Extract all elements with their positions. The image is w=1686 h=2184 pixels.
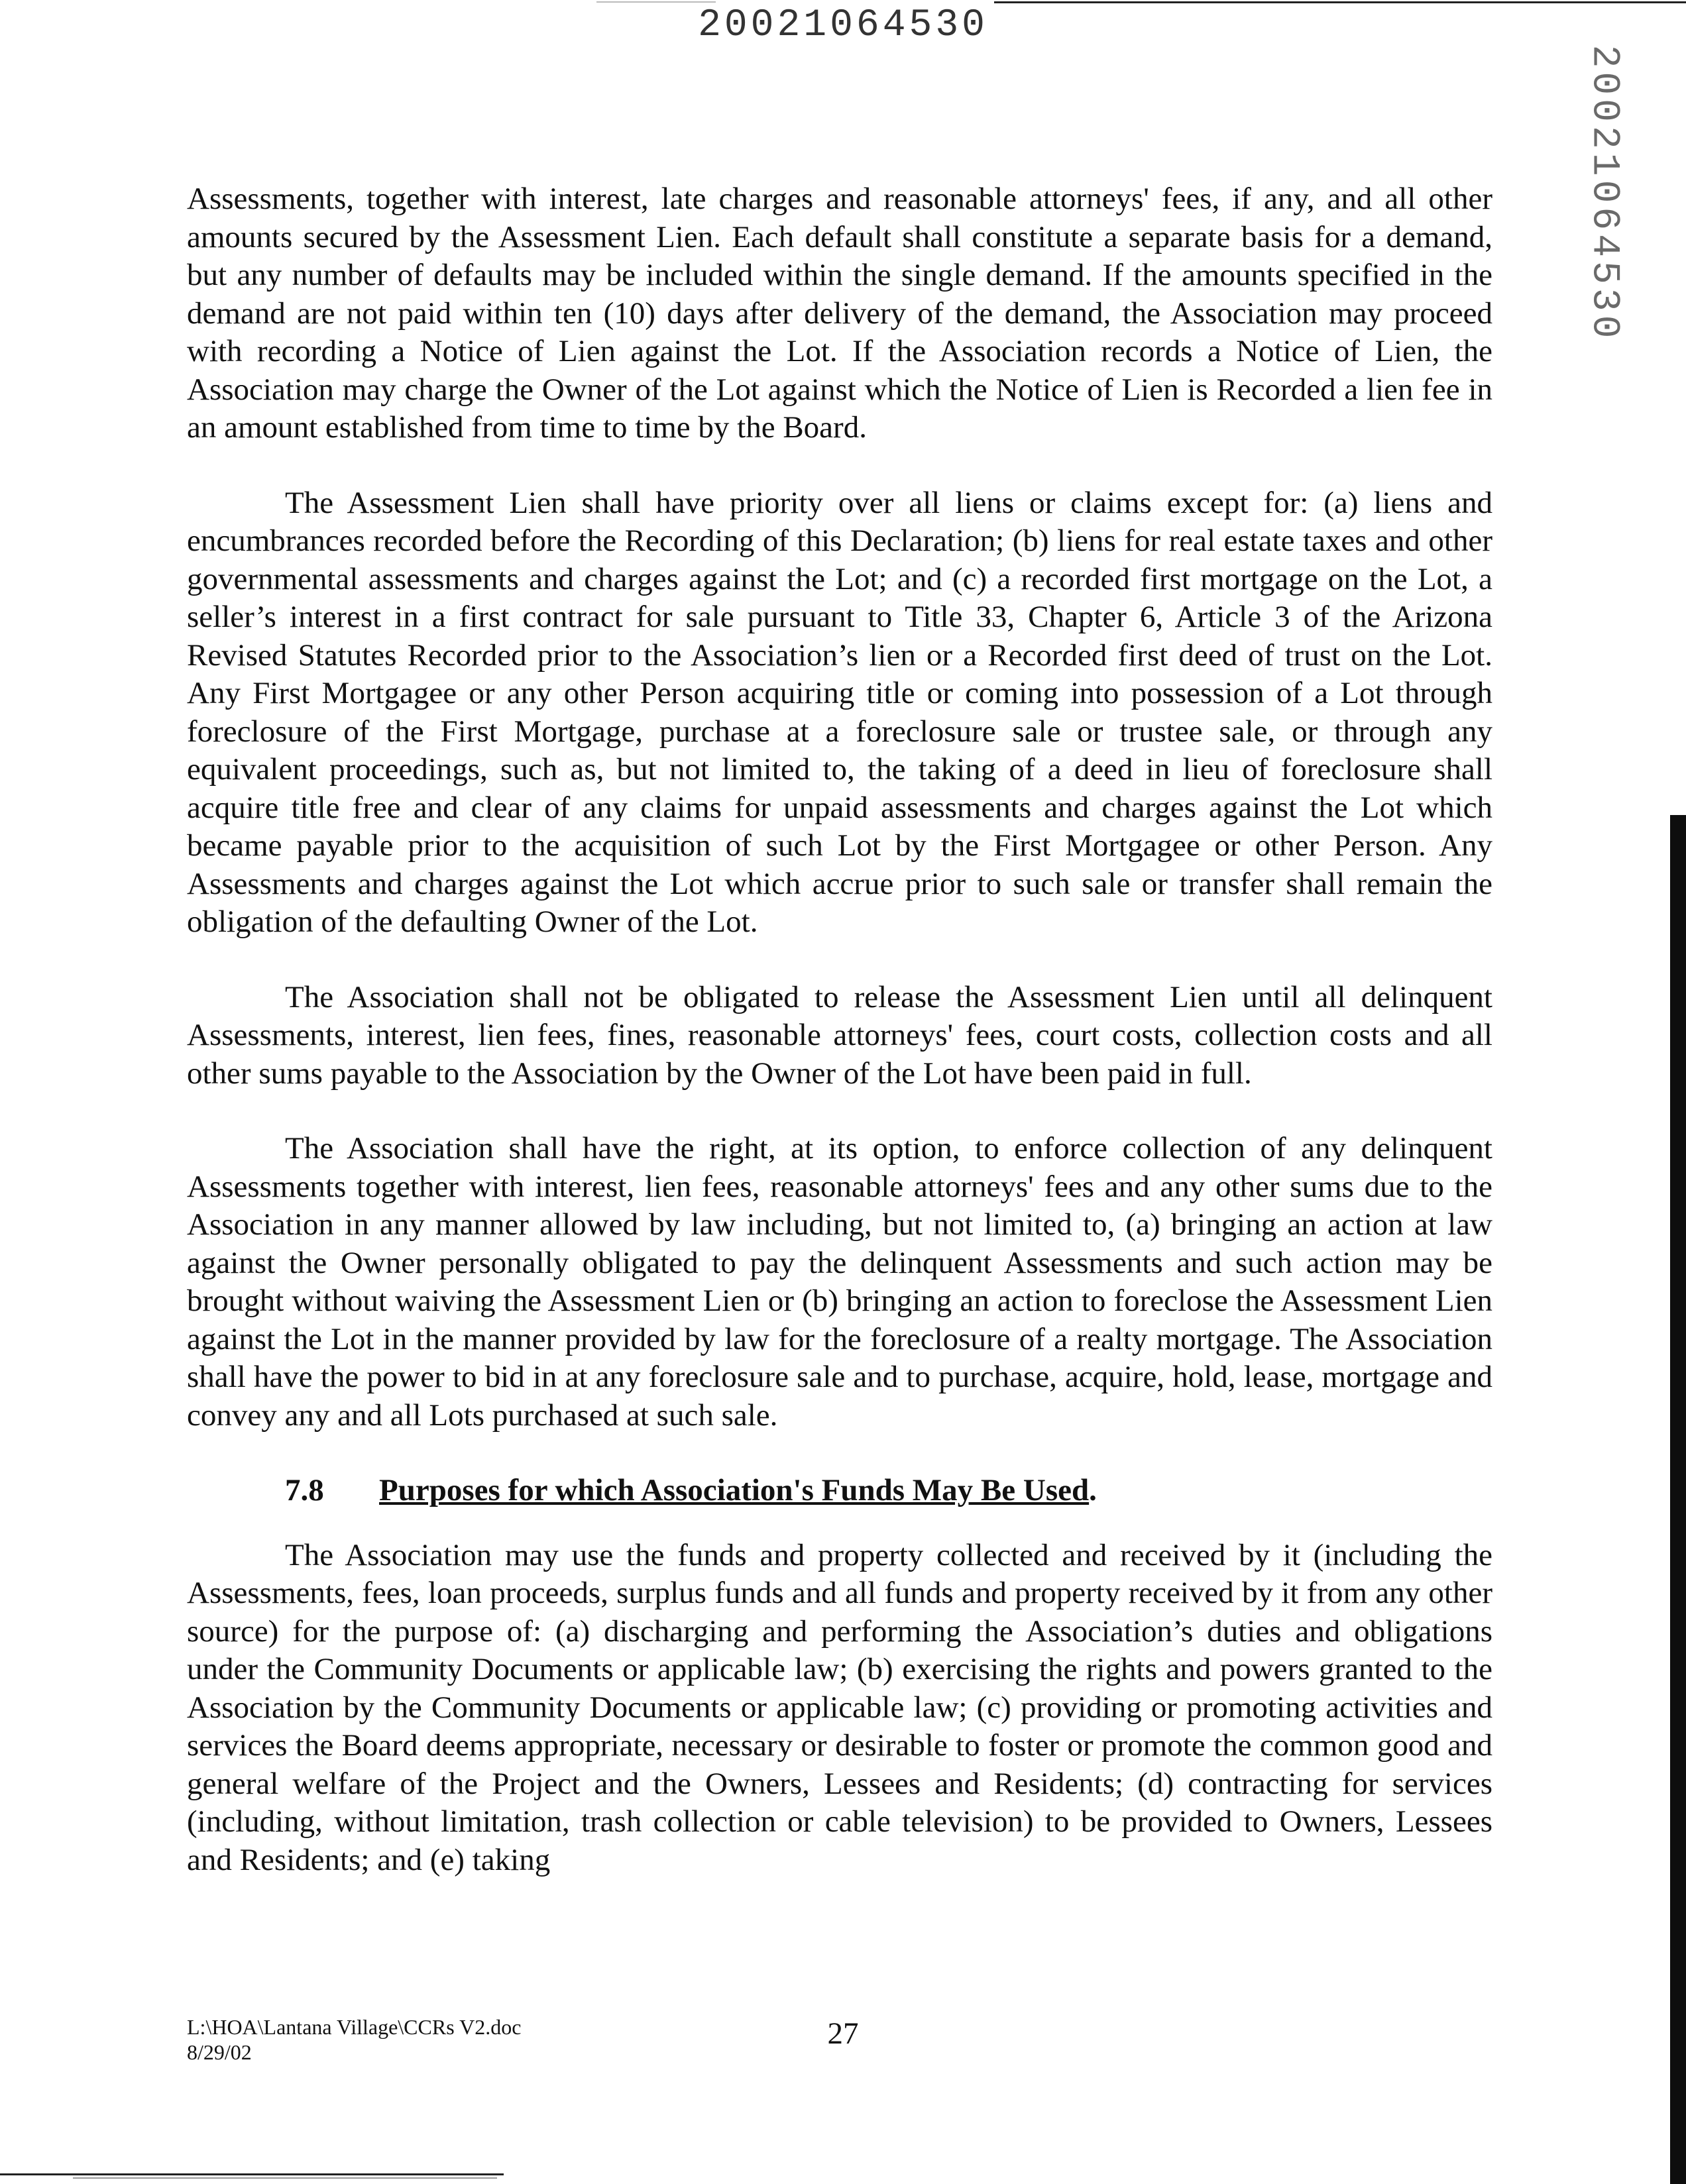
scan-edge-mark — [596, 1, 716, 3]
section-number: 7.8 — [285, 1473, 324, 1507]
paragraph-funds-use: The Association may use the funds and property collected and received by it (including the Assessments, fees, loan proceeds, surplus funds and all funds and property received by it from any other source) for the purpose of: (a) discharging and performing the Association’s duties and obligations under the Community Documents or applicable law; (b) exercising the rights and powers granted to the Association by the Community Documents or applicable law; (c) providing or promoting activities and services the Board deems appropriate, necessary or desirable to foster or promote the common good and general welfare of the Project and the Owners, Lessees and Residents; (d) contracting for services (including, without limitation, trash collection or cable television) to be provided to Owners, Lessees and Residents; and (e) taking — [187, 1537, 1492, 1877]
page-number: 27 — [827, 2016, 859, 2051]
paragraph-continuation: Assessments, together with interest, late charges and reasonable attorneys' fees, if any, and all other amounts secured by the Assessment Lien. Each default shall constitute a separate basis for a demand, but any number of defaults may be included within the single demand. If the amounts specified in the demand are not paid within ten (10) days after delivery of the demand, the Association may proceed with recording a Notice of Lien against the Lot. If the Association records a Notice of Lien, the Association may charge the Owner of the Lot against which the Notice of Lien is Recorded a lien fee in an amount established from time to time by the Board. — [187, 182, 1492, 445]
paragraph-lien-release: The Association shall not be obligated to release the Assessment Lien until all delinquent Assessments, interest, lien fees, fines, reasonable attorneys' fees, court costs, collection costs and all other sums payable to the Association by the Owner of the Lot have been paid in full. — [187, 979, 1492, 1091]
footer-file-path: L:\HOA\Lantana Village\CCRs V2.doc — [187, 2015, 522, 2039]
section-title: Purposes for which Association's Funds May Be Used — [379, 1473, 1090, 1507]
top-border-line — [994, 1, 1686, 3]
section-title-period: . — [1089, 1473, 1097, 1507]
section-heading — [187, 1472, 1492, 1510]
paragraph-lien-priority: The Assessment Lien shall have priority over all liens or claims except for: (a) liens and encumbrances recorded before the Recording of this Declaration; (b) liens for real estate taxes and other governmental assessments and charges against the Lot; and (c) a recorded first mortgage on the Lot, a seller’s interest in a first contract for sale pursuant to Title 33, Chapter 6, Article 3 of the Arizona Revised Statutes Recorded prior to the Association’s lien or a Recorded first deed of trust on the Lot. Any First Mortgagee or any other Person acquiring title or coming into possession of a Lot through foreclosure of the First Mortgage, purchase at a foreclosure sale or trustee sale, or through any equivalent proceedings, such as, but not limited to, the taking of a deed in lieu of foreclosure shall acquire title free and clear of any claims for unpaid assessments and charges against the Lot which became payable prior to the acquisition of such Lot by the First Mortgagee or other Person. Any Assessments and charges against the Lot which accrue prior to such sale or transfer shall remain the obligation of the defaulting Owner of the Lot. — [187, 485, 1492, 939]
bottom-border-line — [0, 2173, 504, 2175]
scan-edge-bar — [1670, 815, 1686, 2184]
side-stamp-text: 20021064530 — [1582, 44, 1626, 343]
paragraph-enforcement: The Association shall have the right, at its option, to enforce collection of any delinquent Assessments together with interest, lien fees, reasonable attorneys' fees and any other sums due to the Association in any manner allowed by law including, but not limited to, (a) bringing an action at law against the Owner personally obligated to pay the delinquent Assessments and such action may be brought without waiving the Assessment Lien or (b) bringing an action to foreclose the Assessment Lien against the Lot in the manner provided by law for the foreclosure of a realty mortgage. The Association shall have the power to bid in at any foreclosure sale and to purchase, acquire, hold, lease, mortgage and convey any and all Lots purchased at such sale. — [187, 1131, 1492, 1433]
recording-number: 20021064530 — [698, 4, 988, 47]
footer-date: 8/29/02 — [187, 2040, 252, 2064]
side-recording-stamp — [1557, 44, 1650, 343]
bottom-scan-line — [73, 2177, 497, 2179]
document-body — [187, 180, 1492, 1916]
